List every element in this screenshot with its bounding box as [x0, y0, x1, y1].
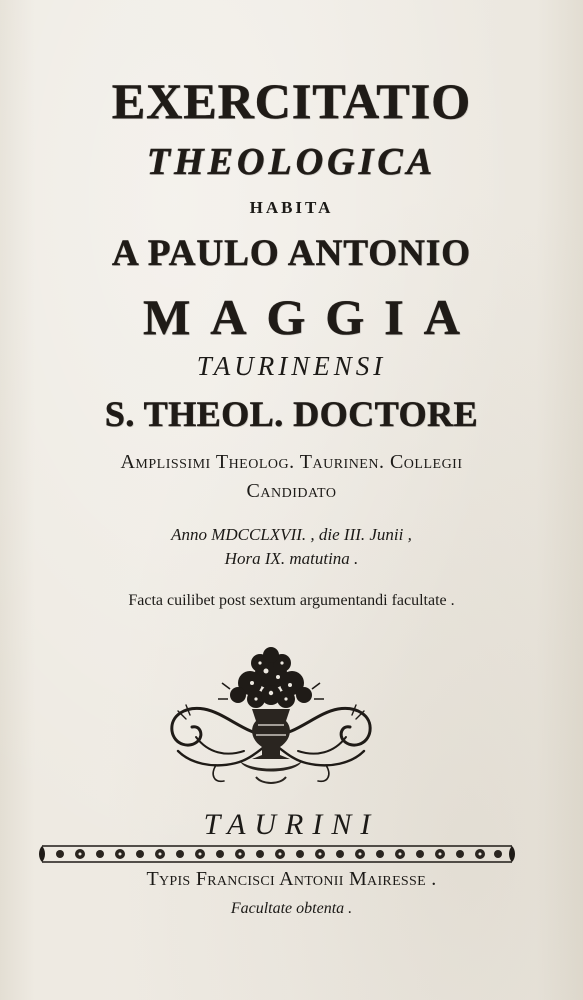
college-line-1: Amplissimi Theolog. Taurinen. Collegii [120, 451, 463, 473]
college-line-2: Candidato [246, 480, 337, 502]
author-prefix-line: A PAULO ANTONIO [111, 233, 472, 274]
author-surname: MAGGIA [143, 289, 480, 345]
decorative-rule-icon [38, 842, 516, 866]
book-title: EXERCITATIO [111, 73, 472, 129]
date-line-2: Hora IX. matutina . [224, 549, 359, 568]
place-line: TAURINI [203, 808, 380, 841]
habita-line: HABITA [249, 198, 334, 217]
printer-line: Typis Francisci Antonii Mairesse . [146, 868, 437, 890]
degree-line: S. THEOL. DOCTORE [104, 394, 479, 434]
book-subtitle: THEOLOGICA [146, 141, 437, 183]
facta-line: Facta cuilibet post sextum argumentandi facultate . [128, 592, 455, 609]
date-line-1: Anno MDCCLXVII. , die III. Junii , [171, 525, 412, 544]
permission-line: Facultate obtenta . [230, 900, 353, 917]
flower-vase-ornament-icon [156, 643, 386, 793]
origin-line: TAURINENSI [196, 351, 387, 381]
